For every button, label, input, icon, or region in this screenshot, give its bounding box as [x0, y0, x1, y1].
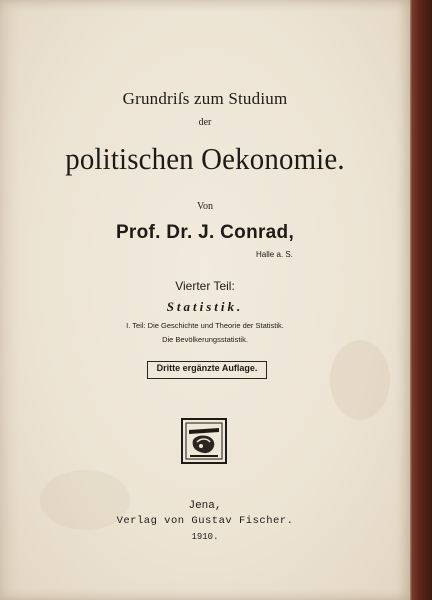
contents-line-1: I. Teil: Die Geschichte und Theorie der Statistik. [126, 321, 284, 330]
paper-stain [330, 340, 390, 420]
by-line: Von [197, 201, 213, 212]
contents-line-2: Die Bevölkerungsstatistik. [162, 335, 248, 344]
edition-box: Dritte ergänzte Auflage. [147, 361, 267, 379]
subtitle-line-1: Grundriſs zum Studium [122, 89, 288, 108]
part-label: Vierter Teil: [175, 279, 235, 293]
topic-title: Statistik. [166, 299, 244, 314]
author-affiliation: Halle a. S. [256, 250, 293, 259]
publication-year: 1910. [191, 532, 219, 542]
printer-mark-icon [181, 418, 227, 464]
main-title: politischen Oekonomie. [65, 141, 345, 176]
subtitle-line-2: der [198, 117, 212, 128]
publication-place: Jena, [188, 500, 222, 512]
author-name: Prof. Dr. J. Conrad, [115, 222, 295, 243]
publisher: Verlag von Gustav Fischer. [116, 515, 294, 527]
